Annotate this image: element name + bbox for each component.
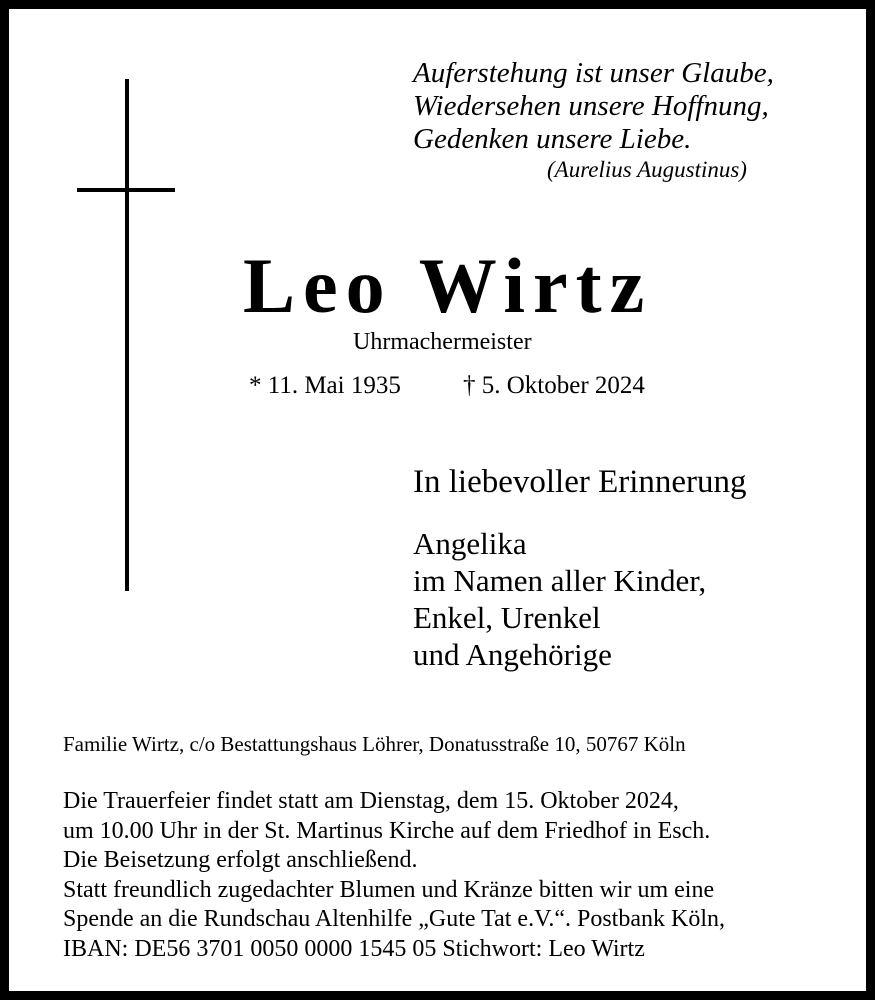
mourner-line: Angelika [413, 526, 527, 561]
birth-date: * 11. Mai 1935 [249, 372, 401, 399]
ceremony-line: Die Beisetzung erfolgt anschließend. [63, 847, 418, 873]
memory-heading: In liebevoller Erinnerung [413, 464, 747, 500]
deceased-name: Leo Wirtz [243, 242, 653, 329]
deceased-profession: Uhrmachermeister [353, 329, 532, 355]
ceremony-line: um 10.00 Uhr in der St. Martinus Kirche auf dem Friedhof in Esch. [63, 817, 711, 844]
cross-icon-vertical-bar [125, 79, 129, 591]
mourner-line: Enkel, Urenkel [413, 600, 601, 635]
mourners-list [413, 525, 706, 673]
cross-icon-horizontal-bar [77, 188, 175, 192]
mourner-line: im Namen aller Kinder, [413, 563, 707, 598]
quote-author: (Aurelius Augustinus) [547, 157, 747, 182]
death-date: † 5. Oktober 2024 [463, 372, 645, 399]
ceremony-line: Die Trauerfeier findet statt am Dienstag, dem 15. Oktober 2024, [63, 788, 679, 814]
mourner-line: und Angehörige [413, 637, 612, 672]
ceremony-line: IBAN: DE56 3701 0050 0000 1545 05 Stichwort: Leo Wirtz [63, 935, 645, 962]
ceremony-details [63, 787, 725, 964]
ceremony-line: Spende an die Rundschau Altenhilfe „Gute Tat e.V.“. Postbank Köln, [63, 906, 725, 932]
quote-line: Wiedersehen unsere Hoffnung, [413, 90, 769, 122]
family-address: Familie Wirtz, c/o Bestattungshaus Löhrer, Donatusstraße 10, 50767 Köln [63, 732, 686, 756]
quote-line: Gedenken unsere Liebe. [413, 123, 692, 155]
quote-line: Auferstehung ist unser Glaube, [413, 57, 774, 89]
ceremony-line: Statt freundlich zugedachter Blumen und Kränze bitten wir um eine [63, 876, 715, 903]
quote [413, 57, 774, 156]
